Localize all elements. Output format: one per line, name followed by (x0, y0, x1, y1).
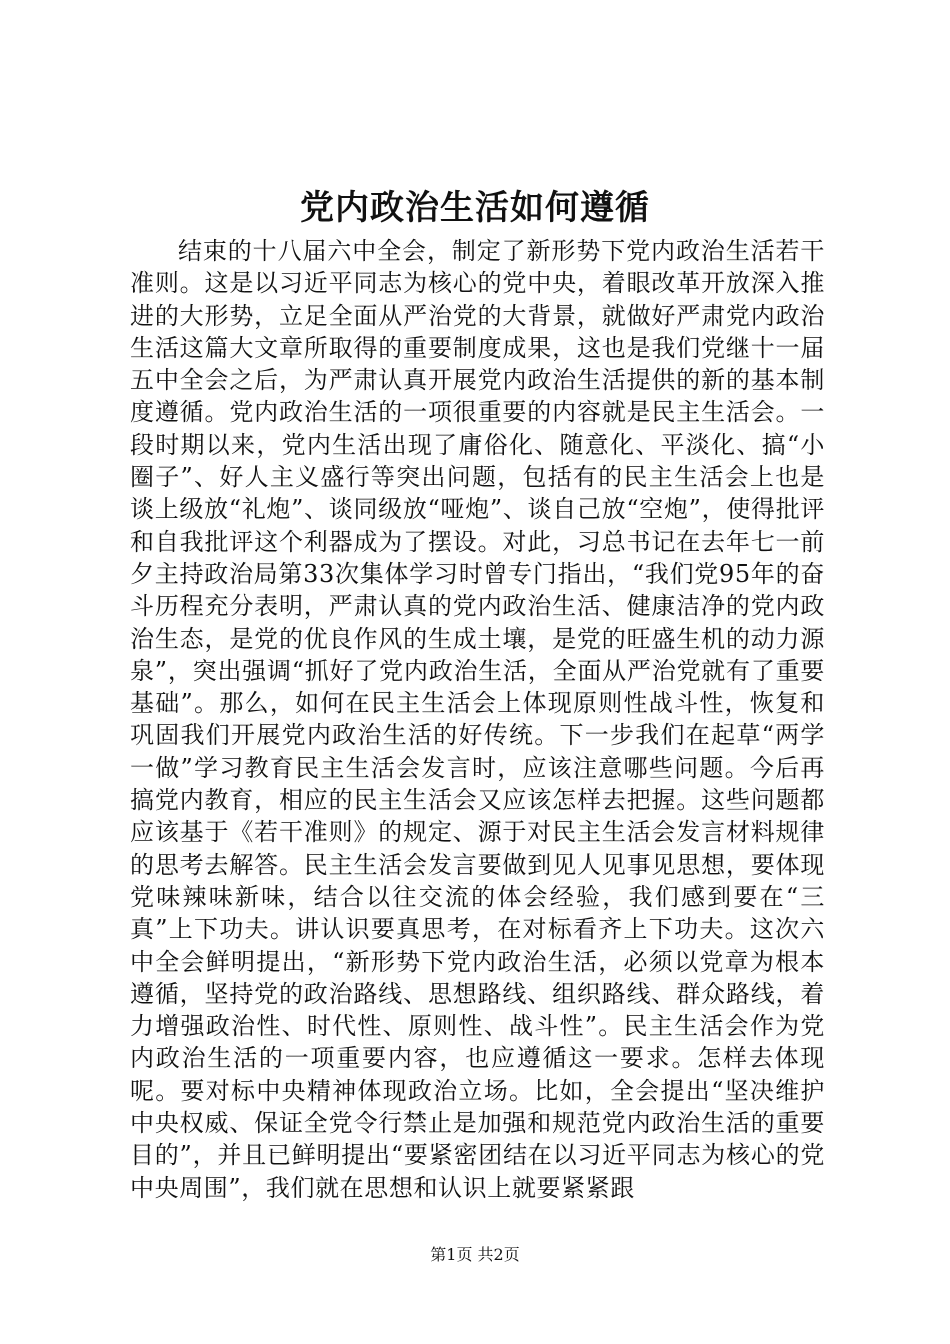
document-title: 党内政治生活如何遵循 (300, 188, 650, 228)
page-number-footer: 第1页 共2页 (430, 1245, 520, 1264)
body-paragraph: 结束的十八届六中全会，制定了新形势下党内政治生活若干准则。这是以习近平同志为核心的党中央，着眼改革开放深入推进的大形势，立足全面从严治党的大背景，就做好严肃党内政治生活这篇大文章所取得的重要制度成果，这也是我们党继十一届五中全会之后，为严肃认真开展党内政治生活提供的新的基本制度遵循。党内政治生活的一项很重要的内容就是民主生活会。一段时期以来，党内生活出现了庸俗化、随意化、平淡化、搞“小圈子”、好人主义盛行等突出问题，包括有的民主生活会上也是谈上级放“礼炮”、谈同级放“哑炮”、谈自己放“空炮”，使得批评和自我批评这个利器成为了摆设。对此，习总书记在去年七一前夕主持政治局第33次集体学习时曾专门指出，“我们党95年的奋斗历程充分表明，严肃认真的党内政治生活、健康洁净的党内政治生态，是党的优良作风的生成土壤，是党的旺盛生机的动力源泉”，突出强调“抓好了党内政治生活，全面从严治党就有了重要基础”。那么，如何在民主生活会上体现原则性战斗性，恢复和巩固我们开展党内政治生活的好传统。下一步我们在起草“两学一做”学习教育民主生活会发言时，应该注意哪些问题。今后再搞党内教育，相应的民主生活会又应该怎样去把握。这些问题都应该基于《若干准则》的规定、源于对民主生活会发言材料规律的思考去解答。民主生活会发言要做到见人见事见思想，要体现党味辣味新味，结合以往交流的体会经验，我们感到要在“三真”上下功夫。讲认识要真思考，在对标看齐上下功夫。这次六中全会鲜明提出，“新形势下党内政治生活，必须以党章为根本遵循，坚持党的政治路线、思想路线、组织路线、群众路线，着力增强政治性、时代性、原则性、战斗性”。民主生活会作为党内政治生活的一项重要内容，也应遵循这一要求。怎样去体现呢。要对标中央精神体现政治立场。比如，全会提出“坚决维护中央权威、保证全党令行禁止是加强和规范党内政治生活的重要目的”，并且已鲜明提出“要紧密团结在以习近平同志为核心的党中央周围”，我们就在思想和认识上就要紧紧跟 (130, 237, 825, 1202)
